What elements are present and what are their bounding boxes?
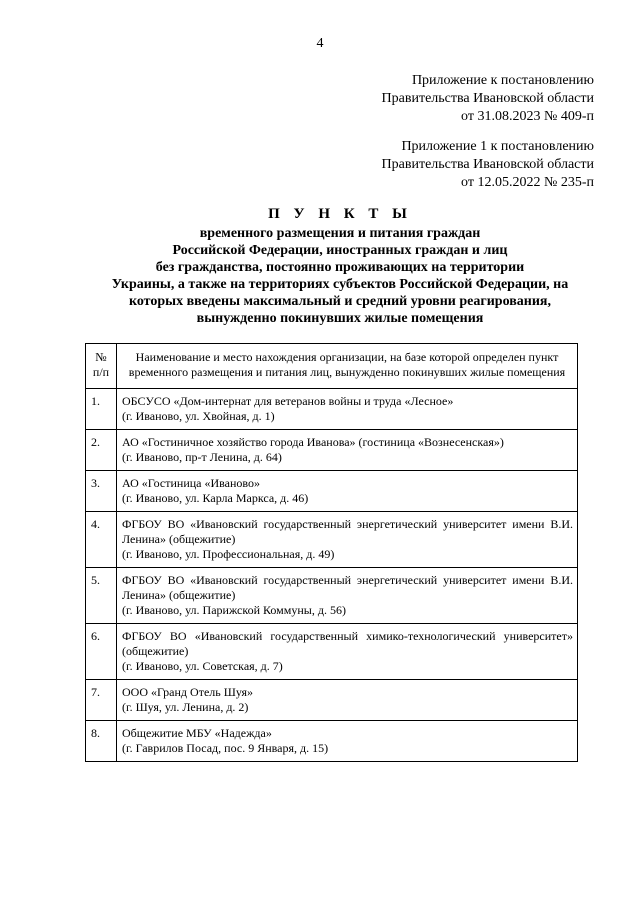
organization-name: ФГБОУ ВО «Ивановский государственный энергетический университет имени В.И. Ленина» (общежитие)	[122, 517, 573, 546]
title-line: без гражданства, постоянно проживающих на территории	[155, 260, 525, 275]
row-organization	[117, 624, 578, 680]
row-number: 8.	[86, 721, 117, 762]
appendix-current-line1: Приложение к постановлению	[411, 73, 594, 88]
appendix-original-line2: Правительства Ивановской области	[381, 157, 594, 172]
title-line: временного размещения и питания граждан	[199, 226, 481, 241]
row-organization	[117, 389, 578, 430]
row-organization	[117, 680, 578, 721]
title-line: Российской Федерации, иностранных граждан и лиц	[172, 243, 508, 258]
appendix-original-line3: от 12.05.2022 № 235-п	[461, 175, 594, 190]
table-row	[86, 624, 578, 680]
row-organization	[117, 512, 578, 568]
row-number: 5.	[86, 568, 117, 624]
organization-name: ФГБОУ ВО «Ивановский государственный химико-технологический университет» (общежитие)	[122, 629, 573, 658]
organization-name: АО «Гостиничное хозяйство города Иванова» (гостиница «Вознесенская»)	[122, 435, 504, 449]
table-row	[86, 471, 578, 512]
organization-address: (г. Шуя, ул. Ленина, д. 2)	[122, 700, 249, 714]
row-number: 4.	[86, 512, 117, 568]
organization-address: (г. Гаврилов Посад, пос. 9 Января, д. 15)	[122, 741, 329, 755]
header-number: № п/п	[86, 344, 117, 389]
table-row	[86, 512, 578, 568]
row-organization	[117, 721, 578, 762]
table-header-row	[86, 344, 578, 389]
title-line: Украины, а также на территориях субъектов Российской Федерации, на	[111, 277, 569, 292]
table-row	[86, 680, 578, 721]
title-line: которых введены максимальный и средний уровни реагирования,	[128, 294, 551, 309]
row-number: 1.	[86, 389, 117, 430]
organization-address: (г. Иваново, ул. Советская, д. 7)	[122, 659, 283, 673]
row-organization	[117, 430, 578, 471]
appendix-original-line1: Приложение 1 к постановлению	[401, 139, 594, 154]
row-number: 2.	[86, 430, 117, 471]
appendix-original	[382, 138, 594, 192]
title-line: вынужденно покинувших жилые помещения	[196, 311, 484, 326]
organization-address: (г. Иваново, ул. Профессиональная, д. 49)	[122, 547, 335, 561]
organization-name: Общежитие МБУ «Надежда»	[122, 726, 272, 740]
document-title	[70, 206, 610, 327]
row-number: 7.	[86, 680, 117, 721]
appendix-current	[382, 72, 594, 126]
row-organization	[117, 471, 578, 512]
table-row	[86, 568, 578, 624]
organization-name: ООО «Гранд Отель Шуя»	[122, 685, 254, 699]
table-row	[86, 721, 578, 762]
organization-address: (г. Иваново, пр-т Ленина, д. 64)	[122, 450, 282, 464]
table-row	[86, 430, 578, 471]
appendix-current-line2: Правительства Ивановской области	[381, 91, 594, 106]
table-row	[86, 389, 578, 430]
organization-name: ОБСУСО «Дом-интернат для ветеранов войны и труда «Лесное»	[122, 394, 454, 408]
header-name: Наименование и место нахождения организации, на базе которой определен пункт временного размещения и питания лиц, вынужденно покинувших жилые помещения	[117, 344, 578, 389]
page-number: 4	[316, 36, 324, 51]
title-heading: П У Н К Т Ы	[268, 206, 412, 222]
row-number: 6.	[86, 624, 117, 680]
organization-address: (г. Иваново, ул. Парижской Коммуны, д. 56)	[122, 603, 346, 617]
appendix-current-line3: от 31.08.2023 № 409-п	[461, 109, 594, 124]
row-organization	[117, 568, 578, 624]
organization-name: АО «Гостиница «Иваново»	[122, 476, 261, 490]
organization-address: (г. Иваново, ул. Хвойная, д. 1)	[122, 409, 275, 423]
points-table	[85, 343, 578, 762]
organization-name: ФГБОУ ВО «Ивановский государственный энергетический университет имени В.И. Ленина» (общежитие)	[122, 573, 573, 602]
organization-address: (г. Иваново, ул. Карла Маркса, д. 46)	[122, 491, 309, 505]
row-number: 3.	[86, 471, 117, 512]
